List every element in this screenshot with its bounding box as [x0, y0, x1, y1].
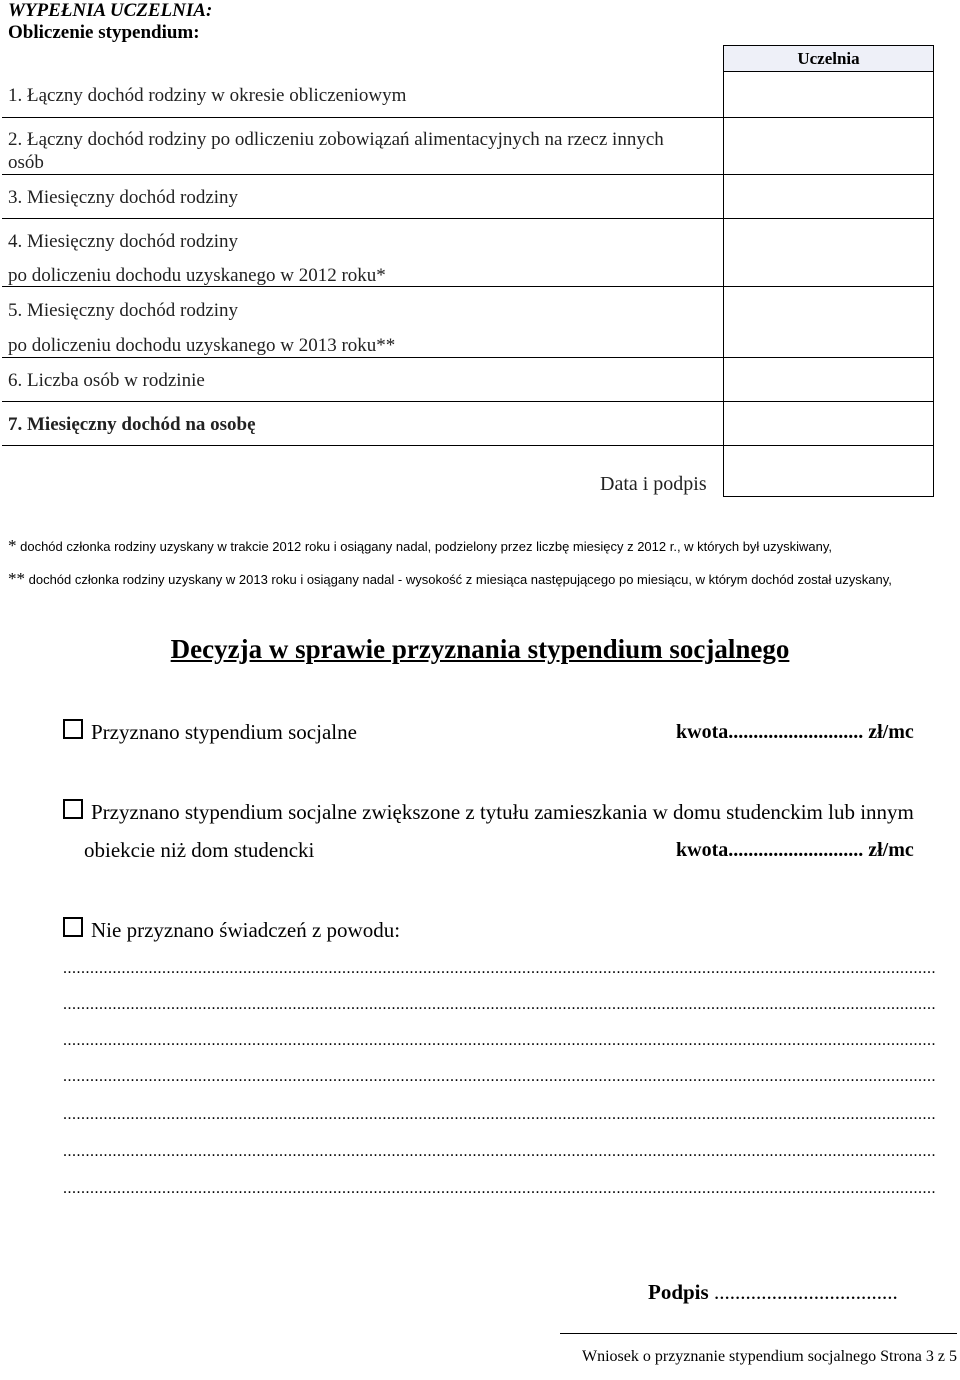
- row-label: 5. Miesięczny dochód rodziny: [8, 300, 239, 321]
- signature-field[interactable]: ...................................: [713, 1280, 898, 1304]
- row-divider: [2, 401, 723, 402]
- cell-divider: [723, 117, 934, 118]
- row-label: po doliczeniu dochodu uzyskanego w 2012 roku*: [8, 265, 386, 286]
- footnote-text: dochód członka rodziny uzyskany w 2013 roku i osiągany nadal - wysokość z miesiąca następującego po miesiącu, w którym dochód został uzyskany,: [25, 572, 892, 587]
- signature-label: Podpis: [648, 1280, 709, 1304]
- footnote-marker: **: [8, 569, 25, 588]
- row-label: 6. Liczba osób w rodzinie: [8, 370, 205, 391]
- amount-label: kwota: [676, 839, 729, 861]
- row-label: 3. Miesięczny dochód rodziny: [8, 187, 239, 208]
- not-granted-label: Nie przyznano świadczeń z powodu:: [91, 918, 401, 942]
- amount-label: kwota: [676, 721, 729, 743]
- row-divider: [2, 117, 723, 118]
- reason-line[interactable]: ..................................................................................................................................................................................................: [63, 1068, 936, 1085]
- cell-divider: [723, 174, 934, 175]
- page-footer: Wniosek o przyznanie stypendium socjalnego Strona 3 z 5: [560, 1333, 957, 1365]
- row-divider: [2, 174, 723, 175]
- amount-unit: zł/mc: [868, 839, 914, 861]
- row-divider: [2, 357, 723, 358]
- not-granted-checkbox[interactable]: [63, 917, 83, 937]
- row-divider: [2, 445, 723, 446]
- row-label: osób: [8, 152, 44, 173]
- row-label: 2. Łączny dochód rodziny po odliczeniu zobowiązań alimentacyjnych na rzecz innych: [8, 129, 664, 150]
- uczelnia-column-header: Uczelnia: [723, 45, 934, 72]
- amount-unit: zł/mc: [868, 721, 914, 743]
- footnote-marker: *: [8, 536, 17, 555]
- cell-divider: [723, 357, 934, 358]
- cell-divider: [723, 218, 934, 219]
- decision-title: Decyzja w sprawie przyznania stypendium socjalnego: [170, 634, 790, 664]
- granted-increased-checkbox[interactable]: [63, 799, 83, 819]
- reason-line[interactable]: ..................................................................................................................................................................................................: [63, 1180, 936, 1197]
- cell-divider: [723, 445, 934, 446]
- reason-line[interactable]: ..................................................................................................................................................................................................: [63, 960, 936, 977]
- section-title: WYPEŁNIA UCZELNIA:: [8, 0, 213, 21]
- section-subtitle: Obliczenie stypendium:: [8, 22, 200, 43]
- column-border: [723, 72, 724, 497]
- granted-label: Przyznano stypendium socjalne: [91, 720, 357, 744]
- reason-line[interactable]: ..................................................................................................................................................................................................: [63, 1143, 936, 1160]
- row-divider: [2, 218, 723, 219]
- signature-block: [648, 1279, 898, 1305]
- granted-checkbox[interactable]: [63, 719, 83, 739]
- footnote-text: dochód członka rodziny uzyskany w trakcie 2012 roku i osiągany nadal, podzielony przez liczbę miesięcy z 2012 r., w których był uzyskiwany,: [16, 539, 833, 554]
- row-label: 1. Łączny dochód rodziny w okresie obliczeniowym: [8, 85, 407, 106]
- footnote-double-star: [8, 569, 892, 589]
- footnote-single-star: [8, 536, 832, 556]
- granted-increased-amount: [676, 837, 914, 863]
- cell-divider: [723, 286, 934, 287]
- column-border: [933, 72, 934, 497]
- reason-line[interactable]: ..................................................................................................................................................................................................: [63, 1032, 936, 1049]
- row-label: po doliczeniu dochodu uzyskanego w 2013 roku**: [8, 335, 396, 356]
- cell-divider: [723, 401, 934, 402]
- granted-increased-label: Przyznano stypendium socjalne zwiększone z tytułu zamieszkania w domu studenckim lub innym: [91, 800, 914, 824]
- cell-divider: [723, 496, 934, 497]
- amount-field[interactable]: ...........................: [728, 839, 864, 861]
- granted-increased-label-cont: obiekcie niż dom studencki: [84, 838, 315, 862]
- row-label-bold: 7. Miesięczny dochód na osobę: [8, 414, 256, 435]
- amount-field[interactable]: ...........................: [728, 721, 864, 743]
- reason-line[interactable]: ..................................................................................................................................................................................................: [63, 1106, 936, 1123]
- reason-line[interactable]: ..................................................................................................................................................................................................: [63, 996, 936, 1013]
- granted-amount: [676, 719, 914, 745]
- section-header: [8, 0, 212, 44]
- row-label: 4. Miesięczny dochód rodziny: [8, 231, 239, 252]
- signature-date-label: Data i podpis: [600, 473, 707, 495]
